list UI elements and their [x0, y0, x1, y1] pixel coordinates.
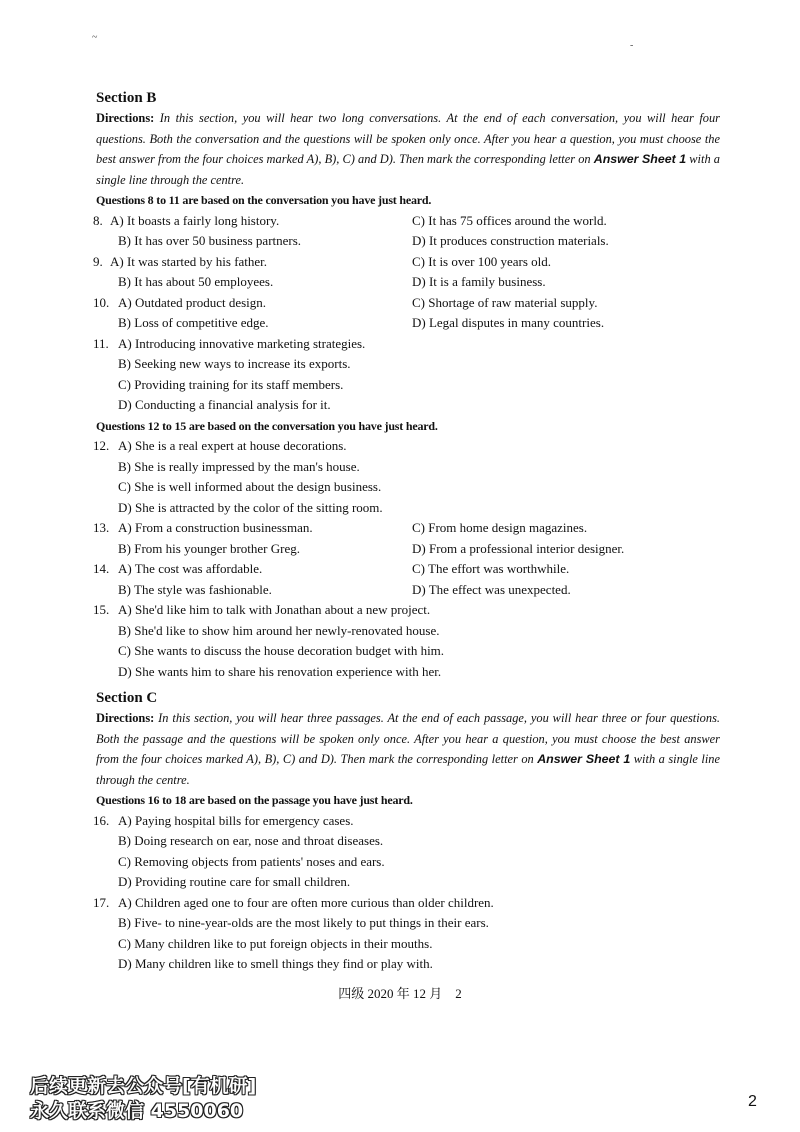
question-12-option-d [96, 498, 720, 519]
option-d: D) From a professional interior designer. [412, 540, 625, 556]
section-b-title: Section B [96, 90, 157, 106]
question-number: 13. [93, 520, 110, 535]
question-15-option-c [96, 641, 720, 662]
option-b: B) She'd like to show him around her newly-renovated house. [118, 622, 440, 638]
watermark [30, 1074, 256, 1124]
page-footer: 四级 2020 年 12 月 2 [338, 986, 462, 1001]
option-a: A) She'd like him to talk with Jonathan about a new project. [118, 602, 431, 617]
question-group-heading: Questions 8 to 11 are based on the conversation you have just heard. [96, 193, 432, 207]
question-16-option-b [96, 831, 720, 852]
option-c: C) The effort was worthwhile. [412, 561, 570, 576]
question-9 [93, 252, 720, 273]
question-15-option-b [96, 621, 720, 642]
option-d: D) It produces construction materials. [412, 233, 609, 248]
option-b: B) Doing research on ear, nose and throat diseases. [118, 833, 384, 848]
directions-text: In this section, you will hear three passages. At the end of each passage, you will hear three or four questions. Both the passage and the questions will be spoken only once. After you hear a question, you must choose the best answer from the four choices marked A), B), C) and D). Then mark the corresponding letter on [96, 711, 720, 766]
question-8 [93, 211, 720, 232]
option-d: D) She wants him to share his renovation experience with her. [118, 663, 442, 679]
scan-mark: ~ [92, 32, 98, 43]
answer-sheet-label: Answer Sheet 1 [537, 752, 631, 766]
question-10 [93, 293, 720, 314]
option-b: B) From his younger brother Greg. [118, 540, 300, 556]
question-number: 17. [93, 894, 110, 910]
question-14-row2 [96, 580, 720, 601]
question-number: 10. [93, 294, 110, 310]
question-10-row2 [96, 313, 720, 334]
question-number: 14. [93, 561, 110, 576]
option-d: D) Conducting a financial analysis for it. [118, 397, 331, 412]
question-number: 9. [93, 253, 103, 269]
question-12-option-b [96, 457, 720, 478]
option-d: D) She is attracted by the color of the sitting room. [118, 499, 383, 515]
option-a: A) Outdated product design. [118, 294, 267, 310]
option-d: D) It is a family business. [412, 274, 546, 289]
section-c-title: Section C [96, 690, 158, 706]
option-a: A) Introducing innovative marketing strategies. [118, 335, 366, 351]
directions-label: Directions: [96, 111, 155, 125]
question-17 [93, 893, 720, 914]
question-number: 16. [93, 812, 110, 828]
question-15-option-d [96, 662, 720, 683]
option-c: C) She is well informed about the design business. [118, 479, 382, 494]
question-11-option-d [96, 395, 720, 416]
option-c: C) Providing training for its staff members. [118, 376, 344, 392]
watermark-line: 永久联系微信 4550060 [30, 1100, 244, 1122]
option-b: B) Five- to nine-year-olds are the most likely to put things in their ears. [118, 915, 489, 930]
question-17-option-d [96, 954, 720, 975]
option-b: B) She is really impressed by the man's house. [118, 458, 360, 474]
option-a: A) The cost was affordable. [118, 561, 263, 576]
question-12-option-c [96, 477, 720, 498]
section-b-directions [96, 108, 720, 190]
question-9-row2 [96, 272, 720, 293]
directions-text: In this section, you will hear two long conversations. At the end of each conversation, you will hear four questions. Both the conversation and the questions will be spoken only once. After you hear a question, you must choose the best answer from the four choices marked A), B), C) and D). Then mark the corresponding letter on [96, 111, 720, 166]
option-a: A) From a construction businessman. [118, 520, 313, 535]
scan-mark: - [630, 40, 634, 51]
question-number: 15. [93, 602, 110, 617]
question-11-option-b [96, 354, 720, 375]
option-a: A) She is a real expert at house decorations. [118, 438, 347, 453]
question-number: 12. [93, 438, 110, 453]
option-a: A) It boasts a fairly long history. [110, 212, 280, 228]
option-a: A) It was started by his father. [110, 253, 268, 269]
question-11-option-c [96, 375, 720, 396]
question-16 [93, 811, 720, 832]
question-13-row2 [96, 539, 720, 560]
question-13 [93, 518, 720, 539]
option-d: D) Providing routine care for small children. [118, 874, 351, 889]
option-d: D) The effect was unexpected. [412, 581, 571, 597]
option-b: B) Loss of competitive edge. [118, 315, 269, 330]
option-a: A) Children aged one to four are often more curious than older children. [118, 894, 494, 910]
question-16-option-d [96, 872, 720, 893]
page-number: 2 [748, 1093, 757, 1110]
section-c-directions [96, 708, 720, 790]
directions-text: with a single line through the centre. [96, 152, 720, 187]
watermark-line: 后续更新去公众号[有机研] [30, 1075, 257, 1097]
option-b: B) It has about 50 employees. [118, 274, 274, 289]
option-c: C) Removing objects from patients' noses and ears. [118, 853, 385, 869]
option-c: C) Shortage of raw material supply. [412, 294, 598, 310]
question-group-heading: Questions 16 to 18 are based on the passage you have just heard. [96, 793, 413, 807]
question-group-heading: Questions 12 to 15 are based on the conversation you have just heard. [96, 418, 438, 433]
option-c: C) It is over 100 years old. [412, 253, 552, 269]
question-number: 11. [93, 335, 109, 351]
option-d: D) Many children like to smell things they find or play with. [118, 956, 433, 971]
question-12 [93, 436, 720, 457]
exam-page [93, 88, 720, 975]
question-17-option-c [96, 934, 720, 955]
directions-text: with a single line through the centre. [96, 752, 720, 787]
option-d: D) Legal disputes in many countries. [412, 315, 605, 330]
question-17-option-b [96, 913, 720, 934]
question-16-option-c [96, 852, 720, 873]
question-number: 8. [93, 212, 103, 228]
question-8-row2 [96, 231, 720, 252]
question-15 [93, 600, 720, 621]
option-c: C) Many children like to put foreign objects in their mouths. [118, 935, 433, 951]
option-c: C) She wants to discuss the house decoration budget with him. [118, 643, 445, 658]
answer-sheet-label: Answer Sheet 1 [593, 152, 687, 166]
option-b: B) Seeking new ways to increase its exports. [118, 356, 351, 371]
option-c: C) It has 75 offices around the world. [412, 212, 607, 228]
directions-label: Directions: [96, 711, 155, 725]
option-b: B) It has over 50 business partners. [118, 233, 302, 248]
question-14 [93, 559, 720, 580]
option-a: A) Paying hospital bills for emergency cases. [118, 812, 354, 828]
option-b: B) The style was fashionable. [118, 581, 272, 597]
option-c: C) From home design magazines. [412, 520, 588, 535]
question-11 [93, 334, 720, 355]
